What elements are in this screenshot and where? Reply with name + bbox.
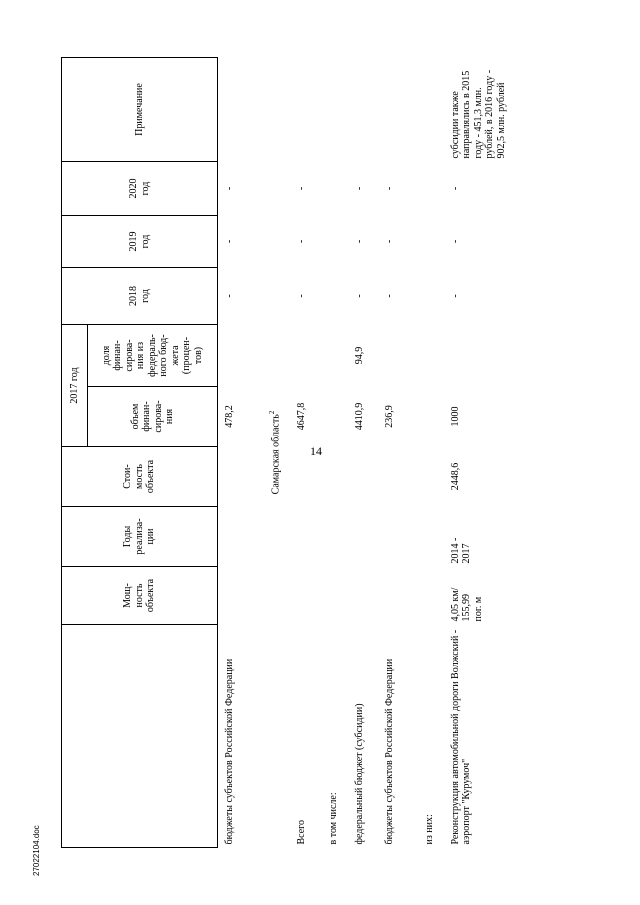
cell-volume: 4647,8 — [295, 402, 307, 431]
cell-2020 — [326, 162, 352, 216]
cell-volume: 478,2 — [224, 405, 235, 428]
cell-years: 2014 - 2017 — [449, 537, 472, 564]
cell-capacity — [352, 567, 382, 625]
row-label: в том числе: — [327, 792, 339, 845]
cell-years — [422, 507, 448, 567]
cell-note: субсидии также направлялись в 2015 году - 451,3 млн. рублей, в 2016 году - 902,5 млн. рублей — [449, 69, 507, 159]
cell-cost — [352, 447, 382, 507]
cell-2018: - — [295, 294, 307, 298]
header-2017: 2017 год — [62, 325, 88, 447]
header-2020: 2020 год — [62, 162, 218, 216]
region-row — [262, 58, 294, 848]
header-2019: 2019 год — [62, 216, 218, 268]
cell-2018: - — [353, 294, 365, 298]
header-2018: 2018 год — [62, 268, 218, 325]
cell-2019: - — [224, 239, 235, 244]
cell-share — [218, 325, 262, 387]
cell-2019 — [326, 216, 352, 268]
cell-capacity — [294, 567, 326, 625]
cell-2019: - — [383, 239, 395, 244]
table-row — [326, 58, 352, 848]
cell-2020: - — [224, 186, 235, 191]
table-row — [352, 58, 382, 848]
cell-volume: 4410,9 — [353, 402, 365, 431]
cell-volume — [422, 387, 448, 447]
cell-share — [448, 325, 528, 387]
header-years: Годы реализа- ции — [62, 507, 218, 567]
cell-years — [382, 507, 422, 567]
cell-2020: - — [449, 186, 461, 191]
table-row — [382, 58, 422, 848]
page-number: 14 — [310, 444, 322, 458]
cell-share: 94,9 — [353, 346, 365, 365]
cell-volume: 236,9 — [383, 405, 395, 428]
cell-share — [422, 325, 448, 387]
cell-note — [422, 58, 448, 162]
table-row — [294, 58, 326, 848]
cell-2019: - — [449, 239, 461, 244]
cell-note — [326, 58, 352, 162]
row-label: Всего — [295, 819, 307, 845]
cell-cost — [294, 447, 326, 507]
cell-2020: - — [295, 186, 307, 191]
cell-share — [382, 325, 422, 387]
header-note: Примечание — [62, 58, 218, 162]
row-label: бюджеты субъектов Российской Федерации — [383, 658, 395, 845]
cell-capacity — [422, 567, 448, 625]
cell-2019 — [422, 216, 448, 268]
cell-volume — [326, 387, 352, 447]
doc-id: 27022104.doc — [32, 825, 41, 876]
cell-years — [218, 507, 262, 567]
cell-share — [294, 325, 326, 387]
cell-note — [294, 58, 326, 162]
cell-2020 — [422, 162, 448, 216]
cell-note — [218, 58, 262, 162]
header-blank — [62, 625, 218, 848]
cell-cost: 2448,6 — [449, 462, 461, 491]
rotated-page — [61, 58, 561, 848]
cell-capacity — [218, 567, 262, 625]
row-label: Реконструкция автомобильной дороги Волжский - аэропорт "Курумоч" — [449, 629, 472, 845]
row-label: бюджеты субъектов Российской Федерации — [224, 658, 235, 845]
header-capacity: Мощ- ность объекта — [62, 567, 218, 625]
header-cost: Стои- мость объекта — [62, 447, 218, 507]
cell-cost — [326, 447, 352, 507]
cell-capacity: 4,05 км/ 155,99 пог. м — [449, 587, 484, 622]
cell-cost — [382, 447, 422, 507]
cell-2019: - — [295, 239, 307, 244]
cell-note — [382, 58, 422, 162]
financing-table — [61, 57, 528, 848]
cell-2018: - — [383, 294, 395, 298]
footnote-mark: 2 — [267, 410, 276, 415]
region-name: Самарская область — [269, 414, 281, 495]
cell-note — [352, 58, 382, 162]
table-row — [422, 58, 448, 848]
cell-2018 — [326, 268, 352, 325]
table-row — [218, 58, 262, 848]
cell-2020: - — [353, 186, 365, 191]
cell-volume: 1000 — [449, 406, 461, 427]
cell-share — [326, 325, 352, 387]
cell-2018: - — [449, 294, 461, 298]
header-share: доля финан- сирова- ния из федераль- ного бюд- жета (процен- тов) — [88, 325, 218, 387]
cell-capacity — [326, 567, 352, 625]
cell-cost — [218, 447, 262, 507]
cell-2019: - — [353, 239, 365, 244]
header-volume: объем финан- сирова- ния — [88, 387, 218, 447]
cell-capacity — [382, 567, 422, 625]
region-heading — [262, 58, 294, 848]
cell-2018 — [422, 268, 448, 325]
cell-years — [352, 507, 382, 567]
cell-years — [294, 507, 326, 567]
cell-years — [326, 507, 352, 567]
cell-2020: - — [383, 186, 395, 191]
row-label: федеральный бюджет (субсидии) — [353, 703, 365, 845]
table-row — [448, 58, 528, 848]
cell-cost — [422, 447, 448, 507]
cell-2018: - — [224, 294, 235, 298]
row-label: из них: — [423, 814, 435, 845]
